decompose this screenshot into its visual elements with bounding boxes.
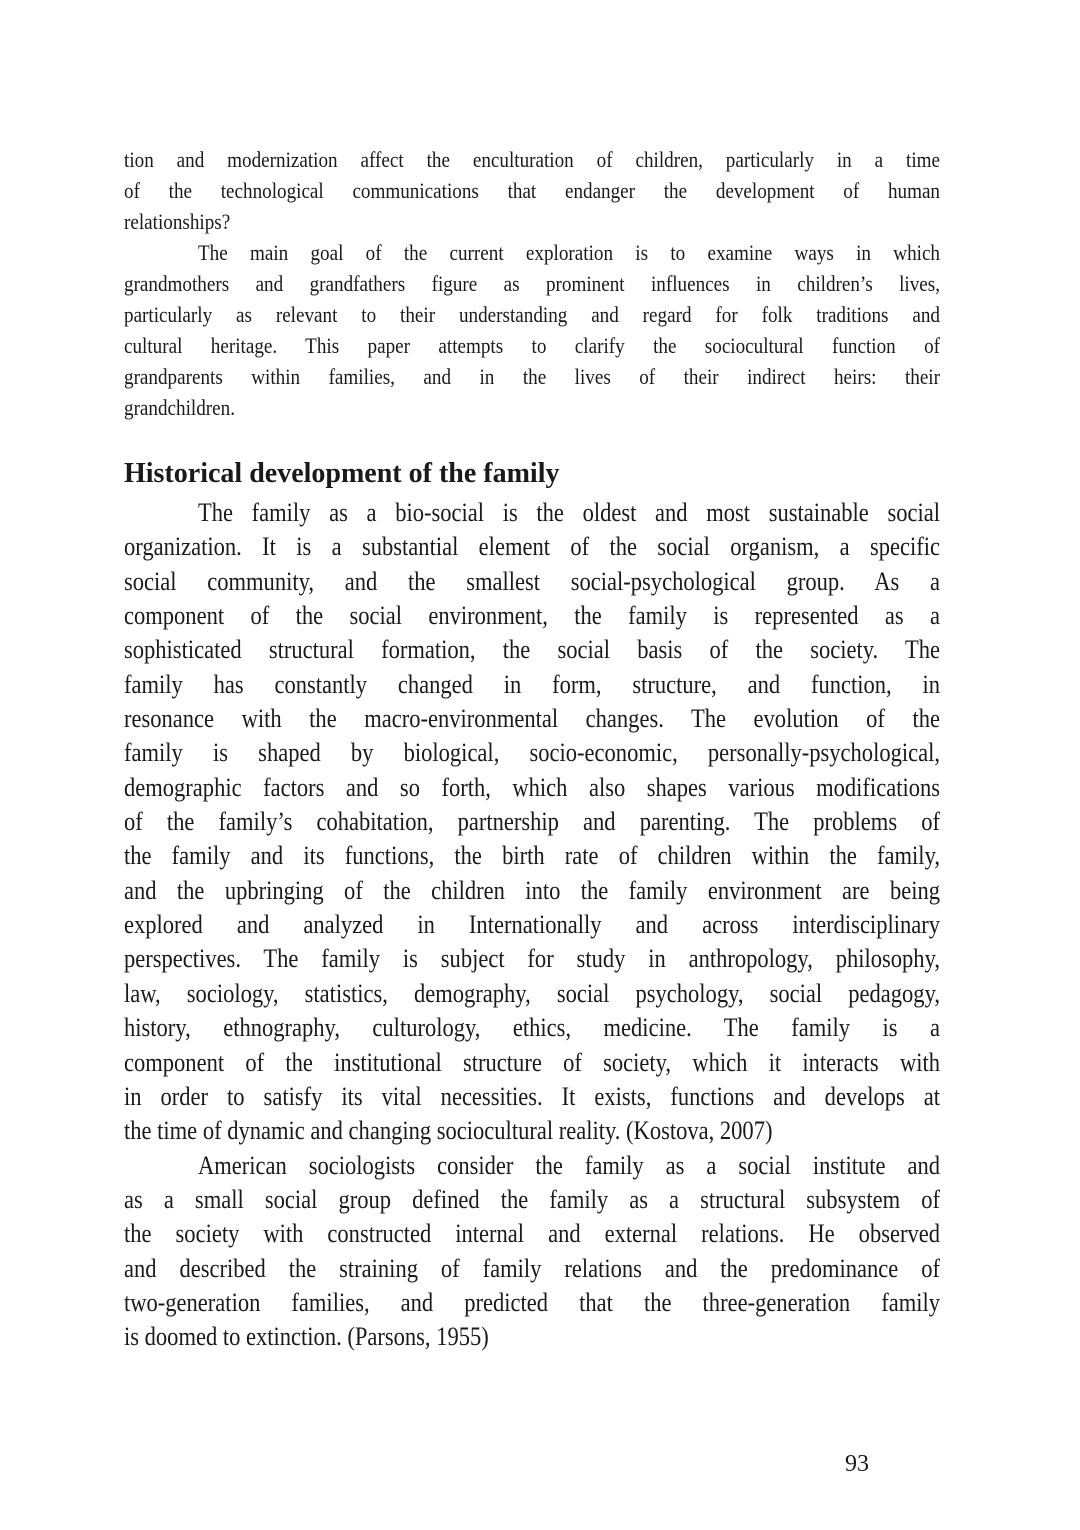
text-line: social community, and the smallest social-psychological group. As a <box>124 565 940 596</box>
text-line: as a small social group defined the family as a structural subsystem of <box>124 1183 940 1214</box>
text-line: cultural heritage. This paper attempts to clarify the sociocultural function of <box>124 333 940 358</box>
text-line: perspectives. The family is subject for study in anthropology, philosophy, <box>124 943 940 974</box>
text-line: and the upbringing of the children into the family environment are being <box>124 874 940 905</box>
text-line: family has constantly changed in form, structure, and function, in <box>124 668 940 699</box>
section-heading: Historical development of the family <box>124 458 560 489</box>
text-line: grandmothers and grandfathers figure as prominent influences in children’s lives, <box>124 271 940 296</box>
text-line: law, sociology, statistics, demography, social psychology, social pedagogy, <box>124 977 940 1008</box>
intro-section <box>124 144 940 423</box>
text-line: grandparents within families, and in the lives of their indirect heirs: their <box>124 364 940 389</box>
text-line: sophisticated structural formation, the social basis of the society. The <box>124 634 940 665</box>
paragraph <box>124 144 940 237</box>
paragraph <box>124 495 940 1148</box>
text-line: two-generation families, and predicted that the three-generation family <box>124 1286 940 1317</box>
text-line: history, ethnography, culturology, ethics, medicine. The family is a <box>124 1012 940 1043</box>
text-line: of the technological communications that endanger the development of human <box>124 178 940 203</box>
paragraph <box>124 1148 940 1354</box>
text-line: particularly as relevant to their understanding and regard for folk traditions and <box>124 302 940 327</box>
text-line: tion and modernization affect the enculturation of children, particularly in a time <box>124 147 940 172</box>
text-line: component of the institutional structure of society, which it interacts with <box>124 1046 940 1077</box>
text-line: of the family’s cohabitation, partnership and parenting. The problems of <box>124 806 940 837</box>
text-line: and described the straining of family relations and the predominance of <box>124 1252 940 1283</box>
text-line: component of the social environment, the family is represented as a <box>124 600 940 631</box>
text-line: family is shaped by biological, socio-economic, personally-psychological, <box>124 737 940 768</box>
text-line: organization. It is a substantial element of the social organism, a specific <box>124 531 940 562</box>
paragraph <box>124 237 940 423</box>
main-section <box>124 495 940 1354</box>
page-number: 93 <box>845 1451 869 1477</box>
text-line: demographic factors and so forth, which also shapes various modifications <box>124 771 940 802</box>
text-line: the society with constructed internal and external relations. He observed <box>124 1218 940 1249</box>
text-line: resonance with the macro-environmental changes. The evolution of the <box>124 703 940 734</box>
text-line: American sociologists consider the family as a social institute and <box>197 1149 940 1180</box>
text-line: relationships? <box>124 209 231 234</box>
text-line: explored and analyzed in Internationally and across interdisciplinary <box>124 909 940 940</box>
text-line: in order to satisfy its vital necessities. It exists, functions and develops at <box>124 1080 940 1111</box>
text-line: The family as a bio-social is the oldest and most sustainable social <box>197 497 940 527</box>
text-line: The main goal of the current exploration is to examine ways in which <box>197 240 940 265</box>
text-line: is doomed to extinction. (Parsons, 1955) <box>124 1321 489 1352</box>
text-line: the family and its functions, the birth rate of children within the family, <box>124 840 940 871</box>
text-line: the time of dynamic and changing sociocultural reality. (Kostova, 2007) <box>124 1115 773 1146</box>
text-line: grandchildren. <box>124 395 235 420</box>
